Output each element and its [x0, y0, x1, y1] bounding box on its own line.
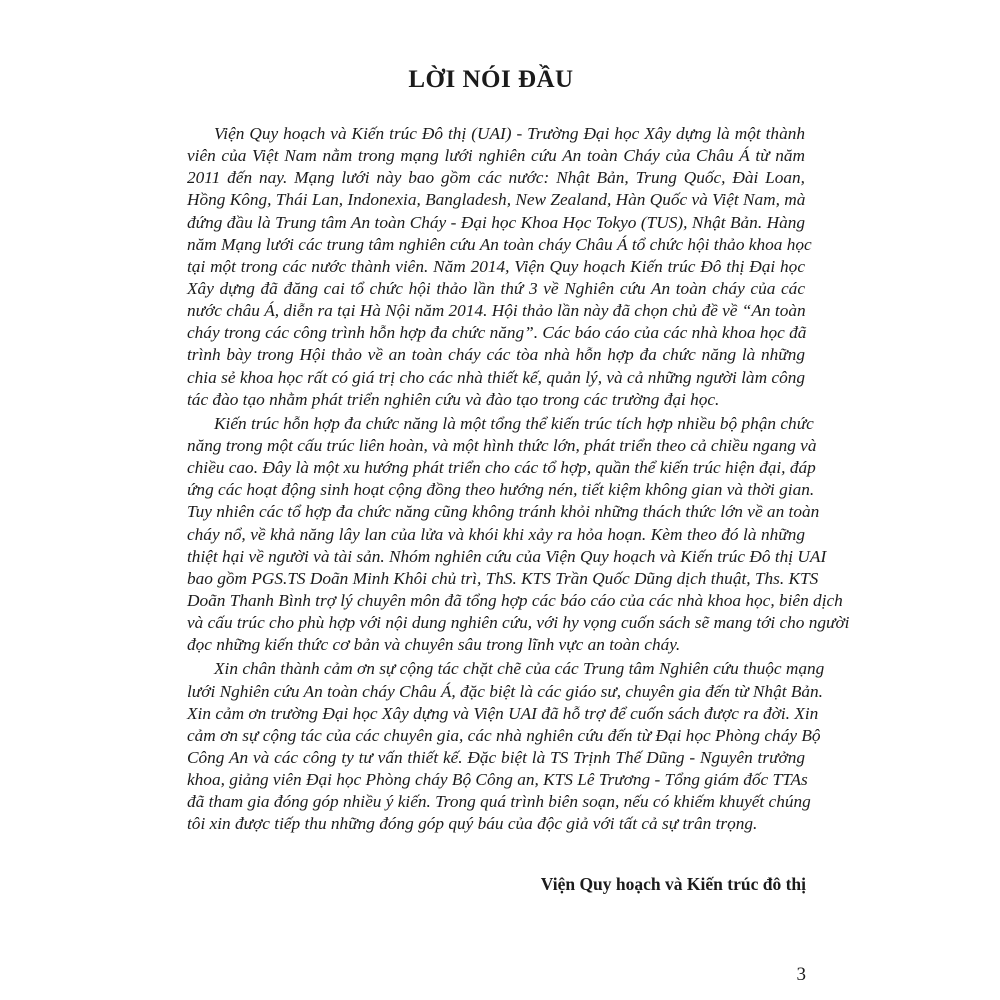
paragraph-line: năng trong một cấu trúc liên hoàn, và một hình thức lớn, phát triển theo cả chiều ngang và [187, 435, 817, 455]
paragraph-line: đã tham gia đóng góp nhiều ý kiến. Trong quá trình biên soạn, nếu có khiếm khuyết chúng [187, 792, 811, 812]
paragraph [187, 413, 850, 657]
paragraph-line: chia sẻ khoa học rất có giá trị cho các nhà thiết kế, quản lý, và cả những người làm công [187, 367, 805, 387]
paragraph-line: cảm ơn sự cộng tác của các chuyên gia, các nhà nghiên cứu đến từ Đại học Phòng cháy Bộ [187, 725, 821, 745]
paragraph-line: nước châu Á, diễn ra tại Hà Nội năm 2014. Hội thảo lần này đã chọn chủ đề về “An toàn [187, 301, 806, 321]
paragraph-line: cháy trong các công trình hỗn hợp đa chức năng”. Các báo cáo của các nhà khoa học đã [187, 323, 807, 343]
paragraph-line: bao gồm PGS.TS Doãn Minh Khôi chủ trì, ThS. KTS Trần Quốc Dũng dịch thuật, Ths. KTS [187, 568, 819, 588]
paragraph-line: trình bày trong Hội thảo về an toàn cháy các tòa nhà hỗn hợp đa chức năng là những [187, 345, 805, 365]
paragraph-line: Xin cảm ơn trường Đại học Xây dựng và Viện UAI đã hỗ trợ để cuốn sách được ra đời. Xin [187, 703, 819, 723]
paragraph-line: lưới Nghiên cứu An toàn cháy Châu Á, đặc biệt là các giáo sư, chuyên gia đến từ Nhật Bản. [187, 681, 823, 701]
paragraph-line: ứng các hoạt động sinh hoạt cộng đồng theo hướng nén, tiết kiệm không gian và thời gian. [187, 480, 815, 500]
paragraph-line: viên của Việt Nam nằm trong mạng lưới nghiên cứu An toàn Cháy của Châu Á từ năm [187, 146, 805, 166]
paragraph-line: Công An và các công ty tư vấn thiết kế. Đặc biệt là TS Trịnh Thế Dũng - Nguyên trưởng [187, 747, 805, 767]
paragraph-line: tác đào tạo nhằm phát triển nghiên cứu và đào tạo trong các trường đại học. [187, 389, 720, 409]
paragraph-line: Hồng Kông, Thái Lan, Indonexia, Bangladesh, New Zealand, Hàn Quốc và Việt Nam, mà [187, 190, 806, 210]
body-text [187, 123, 850, 836]
paragraph-line: Tuy nhiên các tổ hợp đa chức năng cũng không tránh khỏi những thách thức lớn về an toàn [187, 502, 820, 522]
paragraph-line: Xây dựng đã đăng cai tổ chức hội thảo lần thứ 3 về Nghiên cứu An toàn cháy của các [187, 278, 805, 298]
page-title: LỜI NÓI ĐẦU [408, 66, 574, 93]
paragraph-line: Viện Quy hoạch và Kiến trúc Đô thị (UAI) - Trường Đại học Xây dựng là một thành [214, 124, 805, 143]
paragraph-line: Kiến trúc hỗn hợp đa chức năng là một tổng thể kiến trúc tích hợp nhiều bộ phận chức [214, 413, 814, 433]
paragraph-line: Doãn Thanh Bình trợ lý chuyên môn đã tổng hợp các báo cáo của các nhà khoa học, biên dịch [187, 590, 843, 610]
paragraph-line: 2011 đến nay. Mạng lưới này bao gồm các nước: Nhật Bản, Trung Quốc, Đài Loan, [187, 168, 805, 188]
page-number: 3 [796, 964, 806, 985]
signature: Viện Quy hoạch và Kiến trúc đô thị [540, 874, 806, 894]
paragraph-line: đứng đầu là Trung tâm An toàn Cháy - Đại học Khoa Học Tokyo (TUS), Nhật Bản. Hàng [187, 212, 805, 232]
paragraph-line: và cấu trúc cho phù hợp với nội dung nghiên cứu, với hy vọng cuốn sách sẽ mang tới cho người [187, 613, 850, 633]
paragraph-line: năm Mạng lưới các trung tâm nghiên cứu An toàn cháy Châu Á tổ chức hội thảo khoa học [187, 234, 812, 254]
paragraph [187, 658, 825, 835]
paragraph-line: chiều cao. Đây là một xu hướng phát triển cho các tổ hợp, quần thể kiến trúc hiện đại, đáp [187, 458, 816, 478]
paragraph-line: tại một trong các nước thành viên. Năm 2014, Viện Quy hoạch Kiến trúc Đô thị Đại học [187, 256, 805, 276]
paragraph-line: thiệt hại về người và tài sản. Nhóm nghiên cứu của Viện Quy hoạch và Kiến trúc Đô thị UAI [187, 546, 827, 566]
paragraph-line: cháy nổ, về khả năng lây lan của lửa và khói khi xảy ra hỏa hoạn. Kèm theo đó là những [187, 524, 805, 544]
paragraph-line: tôi xin được tiếp thu những đóng góp quý báu của độc giả với tất cả sự trân trọng. [187, 814, 758, 834]
paragraph-line: đọc những kiến thức cơ bản và chuyên sâu trong lĩnh vực an toàn cháy. [187, 635, 681, 655]
paragraph-line: Xin chân thành cảm ơn sự cộng tác chặt chẽ của các Trung tâm Nghiên cứu thuộc mạng [214, 659, 825, 679]
paragraph [187, 123, 812, 411]
paragraph-line: khoa, giảng viên Đại học Phòng cháy Bộ Công an, KTS Lê Trương - Tổng giám đốc TTAs [187, 770, 808, 790]
